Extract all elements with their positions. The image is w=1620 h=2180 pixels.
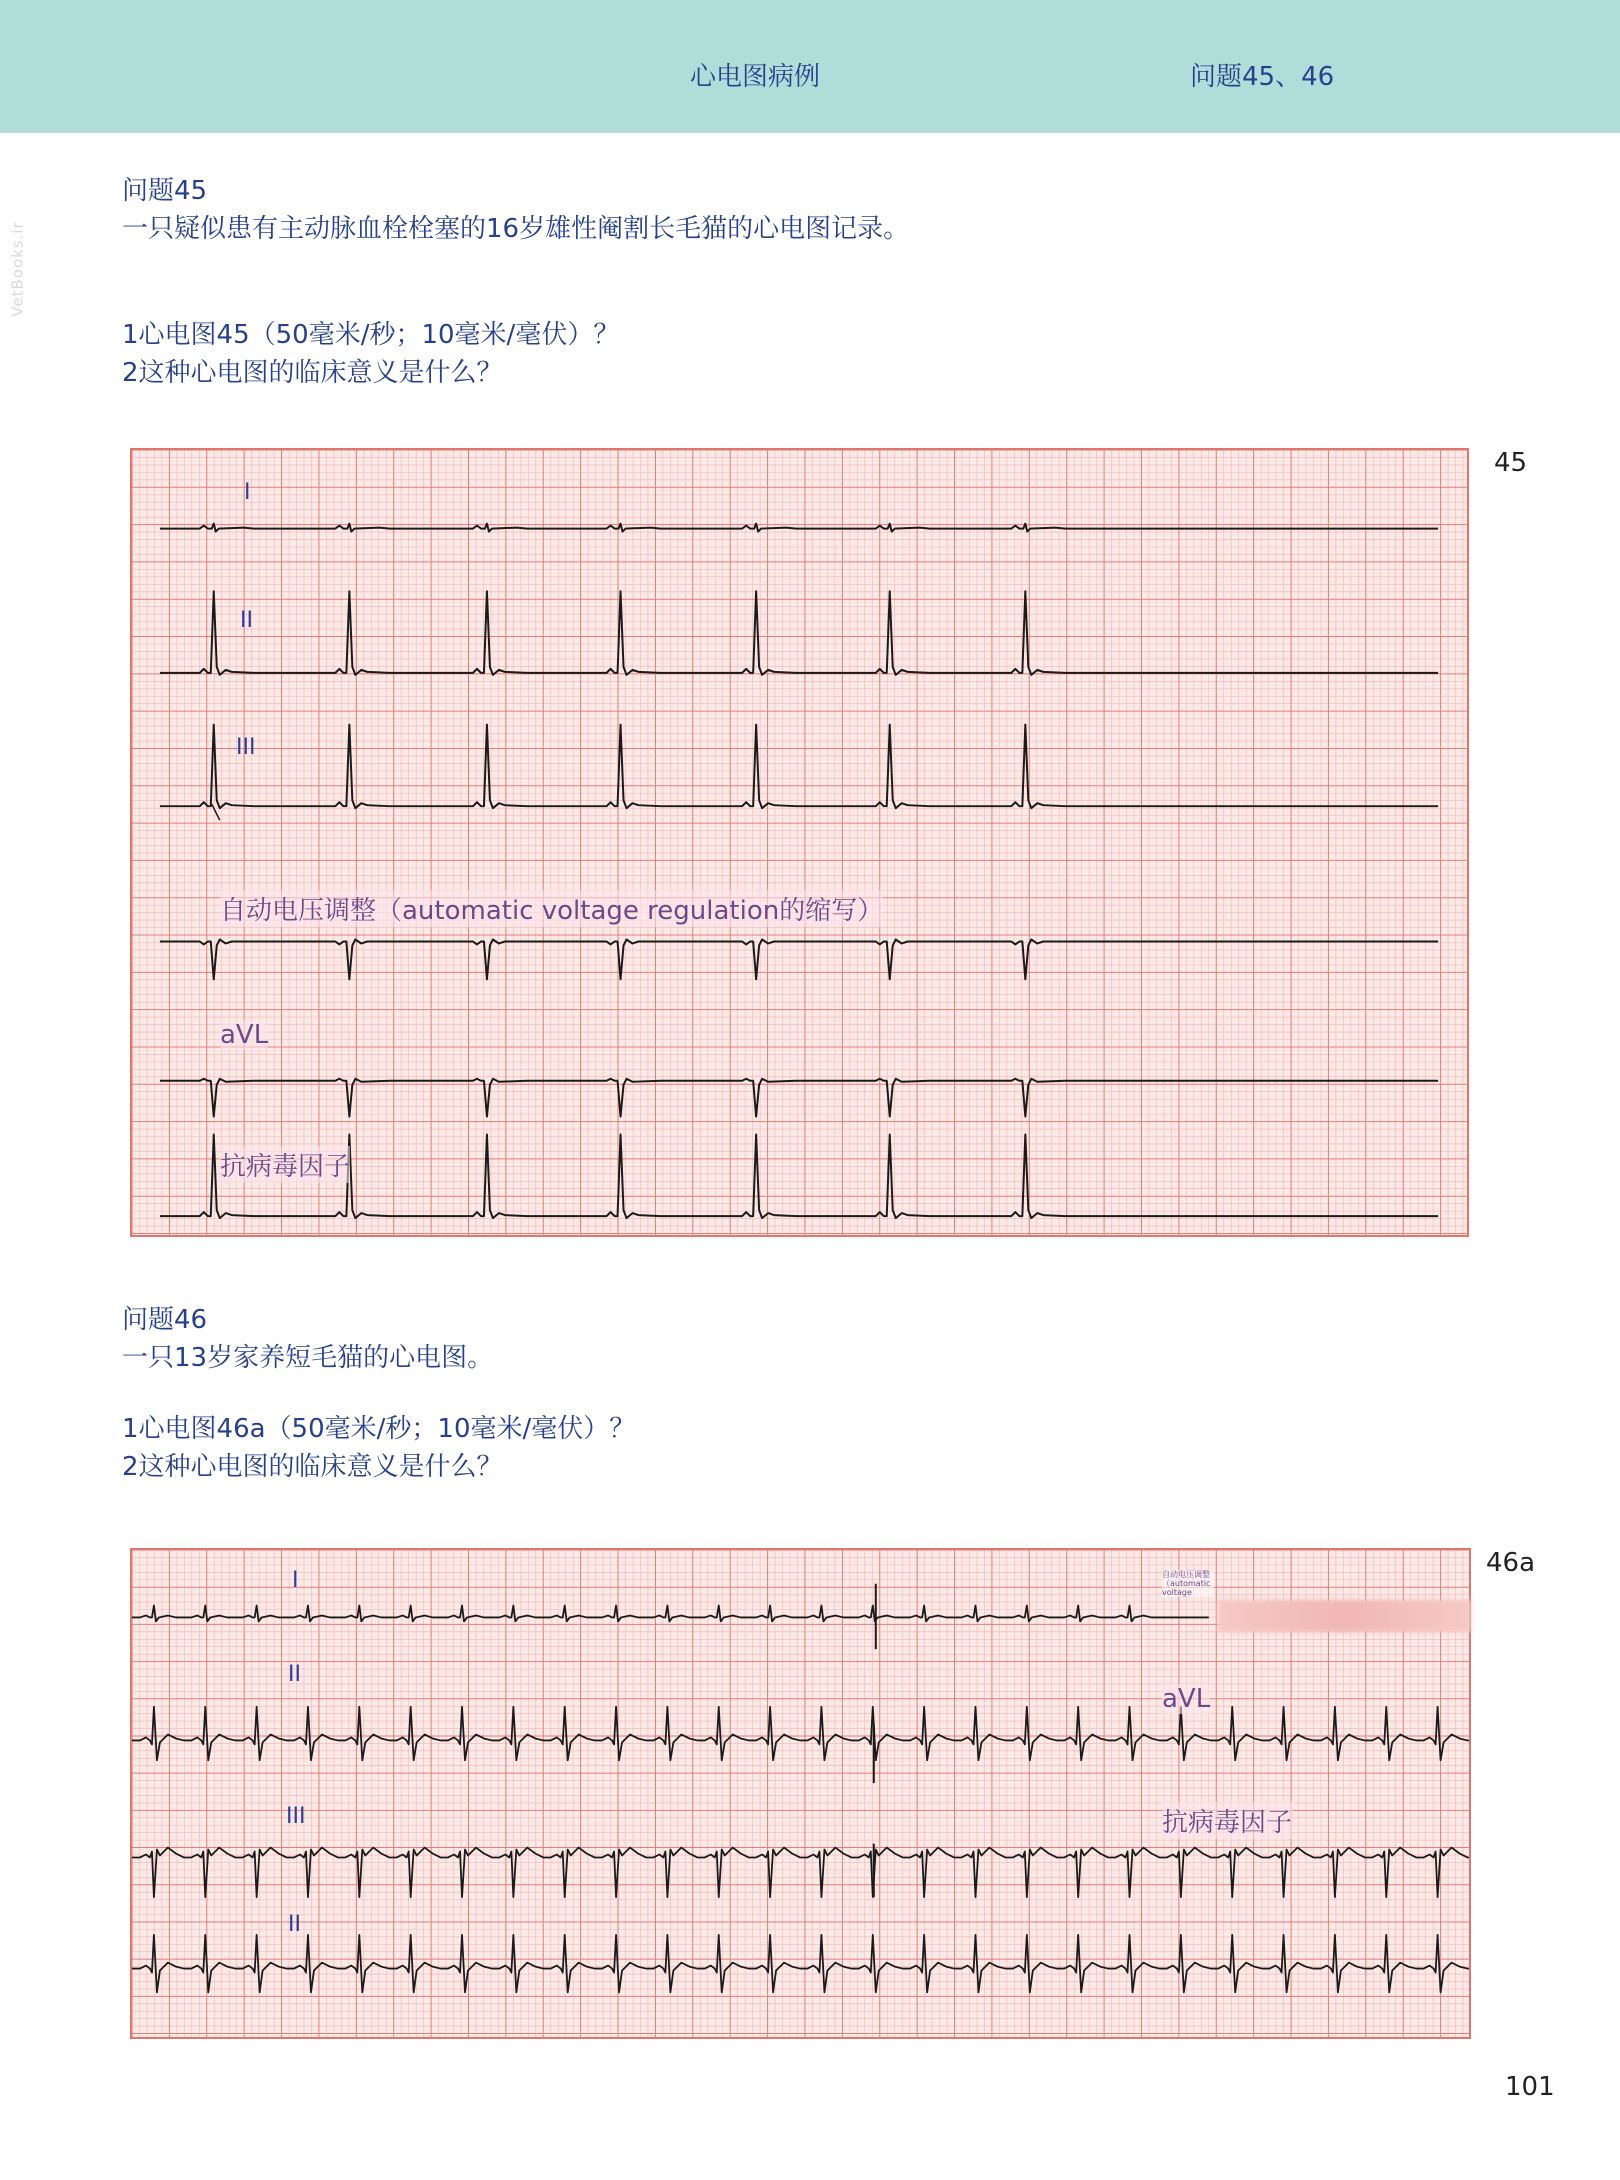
lead-label-I: I bbox=[292, 1568, 299, 1593]
q45-heading: 问题45 bbox=[122, 176, 208, 206]
ecg-45-graphic bbox=[132, 450, 1467, 1235]
overlay-avr-label: 自动电压调整（automatic voltage regulation的缩写） bbox=[220, 890, 883, 927]
ecg-figure-45 bbox=[130, 448, 1469, 1237]
q46-description: 一只13岁家养短毛猫的心电图。 bbox=[122, 1343, 494, 1373]
q46-question-2: 2这种心电图的临床意义是什么？ bbox=[122, 1452, 503, 1482]
blurred-region bbox=[1218, 1600, 1471, 1632]
ecg-figure-46a bbox=[130, 1548, 1471, 2039]
overlay-avl-label: aVL bbox=[1162, 1684, 1211, 1714]
page-number: 101 bbox=[1505, 2072, 1555, 2102]
header-questions: 问题45、46 bbox=[1190, 62, 1335, 92]
overlay-avl-label: aVL bbox=[220, 1020, 269, 1050]
lead-label-I: I bbox=[244, 480, 251, 505]
lead-label-II-rhythm: II bbox=[288, 1912, 301, 1937]
q46-question-1: 1心电图46a（50毫米/秒；10毫米/毫伏）？ bbox=[122, 1414, 636, 1444]
q45-question-1: 1心电图45（50毫米/秒；10毫米/毫伏）？ bbox=[122, 320, 620, 350]
q46-heading: 问题46 bbox=[122, 1305, 208, 1335]
header-title: 心电图病例 bbox=[690, 62, 821, 92]
q45-question-2: 2这种心电图的临床意义是什么？ bbox=[122, 358, 503, 388]
overlay-avf-label: 抗病毒因子 bbox=[1162, 1802, 1292, 1839]
lead-label-II: II bbox=[240, 608, 253, 633]
overlay-avf-label: 抗病毒因子 bbox=[220, 1146, 350, 1183]
watermark: VetBooks.ir bbox=[8, 221, 27, 317]
page-header bbox=[0, 0, 1620, 133]
tiny-overlay-label: 自动电压调整（automatic voltage bbox=[1162, 1570, 1214, 1597]
q45-description: 一只疑似患有主动脉血栓栓塞的16岁雄性阉割长毛猫的心电图记录。 bbox=[122, 214, 910, 244]
lead-label-III: III bbox=[236, 735, 256, 760]
lead-label-III: III bbox=[286, 1804, 306, 1829]
figure-label-46a: 46a bbox=[1486, 1548, 1536, 1578]
figure-label-45: 45 bbox=[1494, 448, 1528, 478]
grid-background bbox=[132, 450, 1467, 1235]
lead-label-II: II bbox=[288, 1662, 301, 1687]
